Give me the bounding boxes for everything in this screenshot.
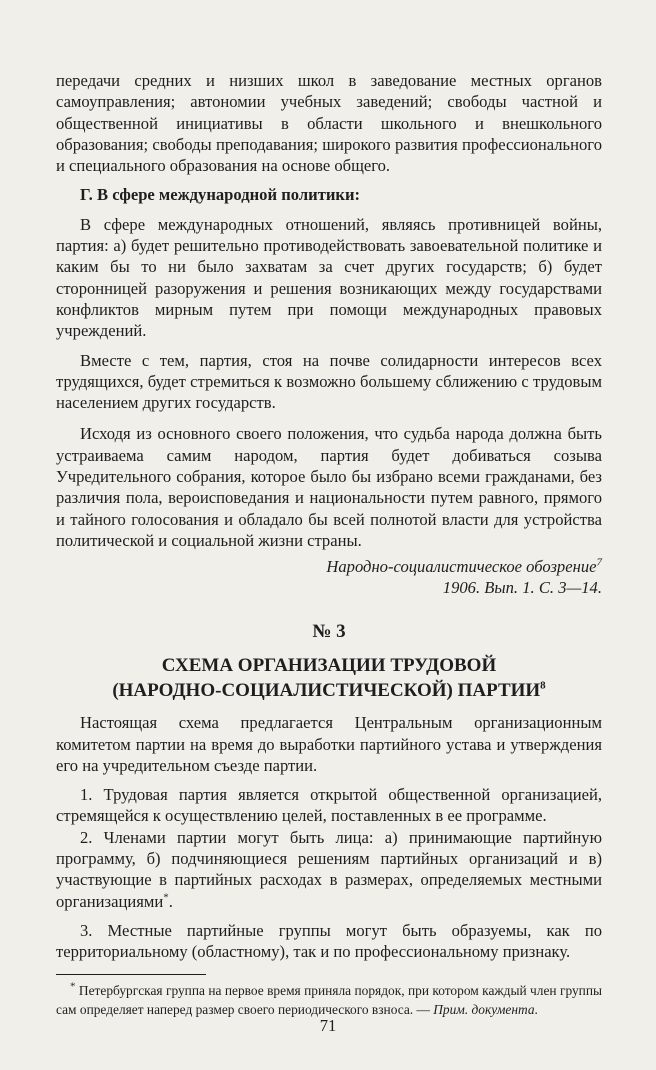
source-note-ref: 7	[596, 556, 602, 569]
document-title-line-1: СХЕМА ОРГАНИЗАЦИИ ТРУДОВОЙ	[161, 655, 497, 677]
footnote-end: .	[534, 1001, 538, 1017]
source-line-2: 1906. Вып. 1. С. 3—14.	[442, 577, 602, 597]
document-item-2-end: .	[168, 891, 173, 911]
document-intro: Настоящая схема предлагается Центральным организационным комитетом партии на время до выработки партийного устава и утверждения его на учредительном съезде партии.	[56, 713, 602, 775]
source-citation	[56, 557, 602, 598]
source-journal: Народно-социалистическое обозрение	[326, 557, 597, 577]
document-title-line-2-text: (НАРОДНО-СОЦИАЛИСТИЧЕСКОЙ) ПАРТИИ	[112, 680, 541, 702]
conclusion-paragraph: Исходя из основного своего положения, что судьба народа должна быть устраиваема самим народом, партия будет добиваться созыва Учредительного собрания, которое было бы избрано всеми гражданами, без различия пола, вероисповедания и национальности путем равного, прямого и тайного голосования и обладало бы всей полнотой власти для устройства политической и социальной жизни страны.	[56, 424, 602, 550]
footnote-divider	[56, 974, 206, 975]
footnote-mark: *	[70, 980, 76, 993]
section-g-heading: Г. В сфере международной политики:	[80, 185, 361, 205]
source-line-1	[56, 557, 602, 578]
footnote-text: Петербургская группа на первое время приняла порядок, при котором каждый член группы сам определяет наперед размер своего периодического взноса. —	[56, 982, 602, 1017]
section-g-paragraph-1: В сфере международных отношений, являясь противницей войны, партия: а) будет решительно противодействовать завоевательной политике и каким бы то ни было захватам за счет других государств; б) будет сторонницей разоружения и решения возникающих между государствами конфликтов мирным путем при помощи международных правовых учреждений.	[56, 214, 602, 341]
document-number: № 3	[312, 621, 346, 643]
document-item-2	[56, 827, 602, 912]
page-body	[56, 70, 602, 1019]
document-item-2-text: 2. Членами партии могут быть лица: а) принимающие партийную программу, б) подчиняющиеся решениям партийных организаций и в) участвующие в партийных расходах в размерах, определяемых местными организациями	[56, 827, 602, 911]
footnote	[56, 981, 602, 1019]
page-number: 71	[319, 1016, 337, 1035]
document-item-1: 1. Трудовая партия является открытой общественной организацией, стремящейся к осуществлению целей, поставленных в ее программе.	[56, 785, 602, 826]
section-v-continuation: передачи средних и низших школ в заведование местных органов самоуправления; автономии учебных заведений; свободы частной и общественной инициативы в области школьного и внешкольного образования; свободы преподавания; широкого развития профессионального и специального образования на основе общего.	[56, 71, 602, 176]
document-title-note-ref: 8	[540, 679, 546, 692]
document-title-line-2	[56, 678, 602, 703]
document-item-2-footnote-mark: *	[163, 891, 169, 904]
document-item-3: 3. Местные партийные группы могут быть образуемы, как по территориальному (областному), так и по профессиональному признаку.	[56, 920, 602, 962]
document-title	[56, 653, 602, 703]
section-g-paragraph-2: Вместе с тем, партия, стоя на почве солидарности интересов всех трудящихся, будет стремиться к возможно большему сближению с трудовым населением других государств.	[56, 350, 602, 413]
footnote-attribution: Прим. документа	[433, 1001, 535, 1017]
